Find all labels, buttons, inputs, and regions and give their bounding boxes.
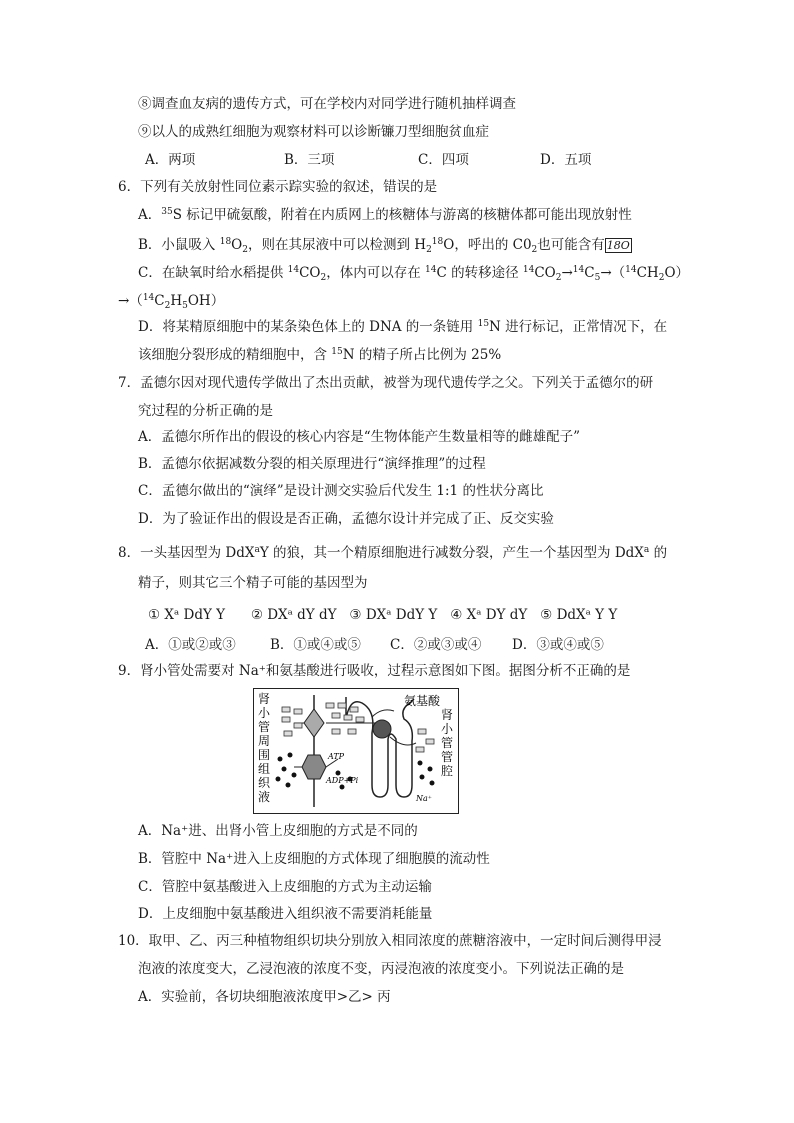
q7-option-d: D．为了验证作出的假设是否正确，孟德尔设计并完成了正、反交实验 [138,511,554,527]
carrier-protein-diamond [304,709,324,737]
sodium-dot [288,753,293,758]
oxygen-18-box: 18O [606,239,630,252]
sodium-dot [428,767,433,772]
q5-option-b: B．三项 [284,152,335,168]
right-label-char: 管 [441,736,454,750]
right-label-char: 小 [441,722,454,736]
amino-acid-square [338,703,346,708]
sodium-dot [292,773,297,778]
transport-diagram-svg [254,689,457,812]
sodium-dot [278,757,283,762]
amino-acid-square [294,723,302,728]
q7-stem-cont: 究过程的分析正确的是 [138,403,273,419]
q5-option-d: D．五项 [540,152,592,168]
amino-acid-square [326,703,334,708]
arrow-line [372,710,394,717]
amino-acid-square [294,709,302,714]
statement-9: ⑨以人的成熟红细胞为观察材料可以诊断镰刀型细胞贫血症 [138,124,489,140]
left-label-char: 液 [258,790,271,804]
sodium-dot [340,785,345,790]
q9-stem: 9．肾小管处需要对 Na⁺和氨基酸进行吸收，过程示意图如下图。据图分析不正确的是 [118,663,631,679]
right-label-char: 肾 [441,708,454,722]
q8-option-d: D．③或④或⑤ [512,637,604,653]
q6-option-b: B．小鼠吸入 $^{18}O_2$，则在其尿液中可以检测到 $H_2^{18}O$，呼出的 $C0_2$也可能含有 18O [138,237,630,255]
q10-stem: 10．取甲、乙、丙三种植物组织切块分别放入相同浓度的蔗糖溶液中，一定时间后测得甲浸 [118,933,662,949]
sodium-dots-lumen [418,761,435,786]
q6-stem: 6．下列有关放射性同位素示踪实验的叙述，错误的是 [118,179,438,195]
sodium-dot [276,777,281,782]
q8-option-b: B．①或④或⑤ [270,637,361,653]
q8-option-a: A．①或②或③ [145,637,236,653]
sodium-dot [430,781,435,786]
sodium-dot [282,767,287,772]
q6-option-c: C．在缺氧时给水稻提供 $^{14}CO_2$，体内可以存在 $^{14}$C 的转移途径 $^{14}CO_2\to^{14}C_5\to(^{14}CH_2O)$ [138,265,690,283]
amino-acid-square [282,707,290,712]
right-label [441,707,454,778]
sodium-label: Na⁺ [416,794,432,803]
q6-option-a: A．$^{35}$S 标记甲硫氨酸，附着在内质网上的核糖体与游离的核糖体都可能出现放射性 [138,207,632,223]
q8-genotype-choices: ① Xᵃ DdY Y ② DXᵃ dY dY ③ DXᵃ DdY Y ④ Xᵃ DY dY ⑤ DdXᵃ Y Y [148,607,618,623]
left-label-char: 肾 [258,692,271,706]
sodium-dot [420,775,425,780]
q7-option-c: C．孟德尔做出的“演绎”是设计测交实验后代发生 1:1 的性状分离比 [138,483,544,499]
q9-option-b: B．管腔中 Na⁺进入上皮细胞的方式体现了细胞膜的流动性 [138,851,490,867]
q7-stem: 7．孟德尔因对现代遗传学做出了杰出贡献，被誉为现代遗传学之父。下列关于孟德尔的研 [118,375,654,391]
sodium-pump [302,755,326,779]
amino-acid-square [418,729,426,734]
q6-option-d-cont: 该细胞分裂形成的精细胞中，含 $^{15}$N 的精子所占比例为 25% [138,347,502,363]
q9-option-d: D．上皮细胞中氨基酸进入组织液不需要消耗能量 [138,906,433,922]
left-label-char: 围 [258,748,271,762]
sodium-dot [336,771,341,776]
statement-8: ⑧调查血友病的遗传方式，可在学校内对同学进行随机抽样调查 [138,96,516,112]
left-label [258,691,271,804]
sodium-dots-left [276,753,297,788]
left-label-char: 周 [258,734,271,748]
amino-acid-square [332,729,340,734]
left-label-char: 织 [258,776,271,790]
q10-stem-cont: 泡液的浓度变大，乙浸泡液的浓度不变，丙浸泡液的浓度变小。下列说法正确的是 [138,961,624,977]
q7-option-a: A．孟德尔所作出的假设的核心内容是“生物体能产生数量相等的雌雄配子” [138,429,581,445]
amino-acid-square [282,717,290,722]
amino-acid-group-left [282,707,302,736]
q10-option-a: A．实验前，各切块细胞液浓度甲>乙> 丙 [138,989,391,1005]
q8-stem-cont: 精子，则其它三个精子可能的基因型为 [138,575,368,591]
adp-label: ADP+Pi [326,776,359,785]
q9-option-a: A．Na⁺进、出肾小管上皮细胞的方式是不同的 [138,823,418,839]
left-label-char: 小 [258,706,271,720]
q8-option-c: C．②或③或④ [390,637,482,653]
amino-acid-group-cell [326,703,364,734]
sodium-dot [418,761,423,766]
q9-option-c: C．管腔中氨基酸进入上皮细胞的方式为主动运输 [138,879,432,895]
atp-label: ATP [328,752,345,761]
left-label-char: 管 [258,720,271,734]
amino-acid-label: 氨基酸 [404,694,441,708]
amino-acid-group-lumen [416,729,434,752]
q8-stem: 8．一头基因型为 DdX$^a$Y 的狼，其一个精原细胞进行减数分裂，产生一个基因型为 DdX$^a$ 的 [118,545,668,561]
amino-acid-square [350,707,358,712]
right-label-char: 管 [441,750,454,764]
kidney-tubule-diagram [253,688,459,814]
amino-acid-square [416,747,424,752]
q6-option-c-cont: $\to(^{14}C_2H_5OH)$ [118,293,225,311]
q5-option-a: A．两项 [145,152,196,168]
amino-acid-square [332,713,340,718]
amino-acid-square [344,715,352,720]
right-label-char: 腔 [441,764,454,778]
q7-option-b: B．孟德尔依据减数分裂的相关原理进行“演绎推理”的过程 [138,456,486,472]
amino-acid-square [348,729,356,734]
amino-acid-square [284,731,292,736]
left-label-char: 组 [258,762,271,776]
sodium-dot [286,783,291,788]
amino-acid-square [356,717,364,722]
q6-option-d: D．将某精原细胞中的某条染色体上的 DNA 的一条链用 $^{15}$N 进行标记，正常情况下，在 [138,319,668,335]
amino-acid-square [426,739,434,744]
q5-option-c: C．四项 [418,152,469,168]
